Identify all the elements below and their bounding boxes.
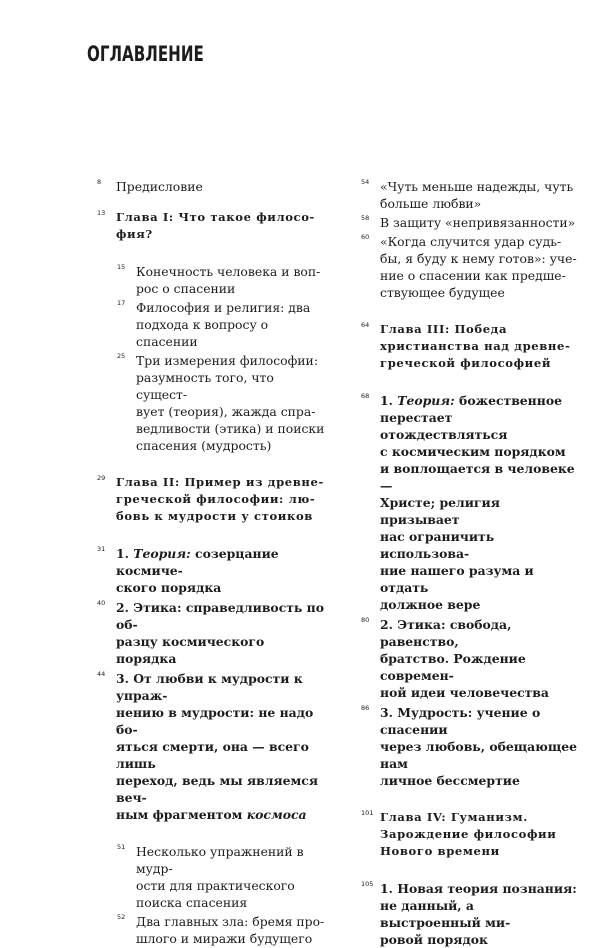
toc-entry-title: 1. Новая теория познания: не данный, а выстроенный ми- ровой порядок <box>380 881 577 947</box>
toc-entry-title: Глава I: Что такое филосо- фия? <box>116 210 315 241</box>
toc-page-number: 31 <box>97 545 106 553</box>
toc-page-number: 29 <box>97 474 106 482</box>
toc-entry[interactable] <box>97 545 325 596</box>
toc-entry[interactable] <box>117 299 325 350</box>
toc-page-number: 51 <box>117 843 126 851</box>
toc-entry[interactable] <box>117 352 325 454</box>
toc-entry-title: 2. Этика: свобода, равенство, братство. Рождение современ- ной идеи человечества <box>380 617 549 700</box>
toc-entry-title: Предисловие <box>116 179 203 194</box>
toc-page-number: 44 <box>97 670 106 678</box>
toc-page-number: 58 <box>361 214 370 222</box>
toc-entry-title: 2. Этика: справедливость по об- разцу космического порядка <box>116 600 324 666</box>
toc-entry[interactable] <box>361 214 579 231</box>
toc-page-number: 15 <box>117 263 126 271</box>
toc-page-number: 8 <box>97 178 102 186</box>
toc-entry[interactable] <box>361 616 579 701</box>
toc-page-number: 54 <box>361 178 370 186</box>
toc-page-number: 60 <box>361 233 370 241</box>
toc-entry-title: 3. Мудрость: учение о спасении через любовь, обещающее нам личное бессмертие <box>380 705 578 788</box>
toc-page-number: 17 <box>117 299 126 307</box>
toc-entry[interactable] <box>361 392 579 613</box>
toc-column-right <box>361 178 579 948</box>
toc-entry-title: «Когда случится удар судь- бы, я буду к нему готов»: уче- ние о спасении как предше- ствующее будущее <box>380 234 577 300</box>
toc-entry-title: 3. От любви к мудрости к упраж- нению в мудрости: не надо бо- яться смерти, она — всего лишь переход, ведь мы являемся веч- ным фрагментом космоса <box>116 671 319 822</box>
toc-entry-title: Несколько упражнений в мудр- ости для практического поиска спасения <box>136 844 304 910</box>
toc-entry[interactable] <box>361 321 579 372</box>
toc-entry[interactable] <box>97 599 325 667</box>
toc-page-number: 101 <box>361 809 374 817</box>
toc-entry-title: Конечность человека и воп- рос о спасении <box>136 264 321 296</box>
toc-entry-title: Три измерения философии: разумность того, что сущест- вует (теория), жажда спра- ведливости (этика) и поиски спасения (мудрость) <box>136 353 325 453</box>
toc-entry-title: В защиту «непривязанности» <box>380 215 576 230</box>
toc-page-number: 13 <box>97 209 106 217</box>
toc-page-number: 52 <box>117 913 126 921</box>
toc-entry[interactable] <box>97 670 325 823</box>
toc-page-number: 86 <box>361 704 370 712</box>
toc-entry-title: Два главных зла: бремя про- шлого и миражи будущего <box>136 914 325 946</box>
toc-entry-title: «Чуть меньше надежды, чуть больше любви» <box>380 179 574 211</box>
toc-entry[interactable] <box>117 263 325 297</box>
toc-entry[interactable] <box>97 474 325 525</box>
toc-entry[interactable] <box>117 843 325 911</box>
toc-column-left <box>97 178 325 947</box>
toc-entry-title: 1. Теория: божественное перестает отождествляться с космическим порядком и воплощается в человеке — Христе; религия призывает нас ограничить использова- ние нашего разума и отдать должное вере <box>380 393 575 612</box>
toc-page-number: 64 <box>361 321 370 329</box>
toc-entry-title: Философия и религия: два подхода к вопросу о спасении <box>136 300 311 349</box>
toc-page-number: 80 <box>361 616 370 624</box>
toc-entry-title: Глава II: Пример из древне- греческой философии: лю- бовь к мудрости у стоиков <box>116 475 324 523</box>
toc-entry-title: Глава III: Победа христианства над древне- греческой философией <box>380 322 571 370</box>
toc-page-number: 25 <box>117 352 126 360</box>
page-title: ОГЛАВЛЕНИЕ <box>87 42 204 66</box>
toc-entry[interactable] <box>361 704 579 789</box>
toc-entry[interactable] <box>361 809 579 860</box>
toc-page-number: 68 <box>361 392 370 400</box>
toc-page-number: 40 <box>97 599 106 607</box>
toc-entry[interactable] <box>97 209 325 243</box>
toc-entry-title: Глава IV: Гуманизм. Зарождение философии Нового времени <box>380 810 557 858</box>
toc-entry[interactable] <box>361 880 579 948</box>
toc-entry[interactable] <box>97 178 325 195</box>
toc-entry-title: 1. Теория: созерцание космиче- ского порядка <box>116 546 279 595</box>
toc-page-number: 105 <box>361 880 374 888</box>
toc-entry[interactable] <box>117 913 325 947</box>
toc-entry[interactable] <box>361 233 579 301</box>
toc-entry[interactable] <box>361 178 579 212</box>
